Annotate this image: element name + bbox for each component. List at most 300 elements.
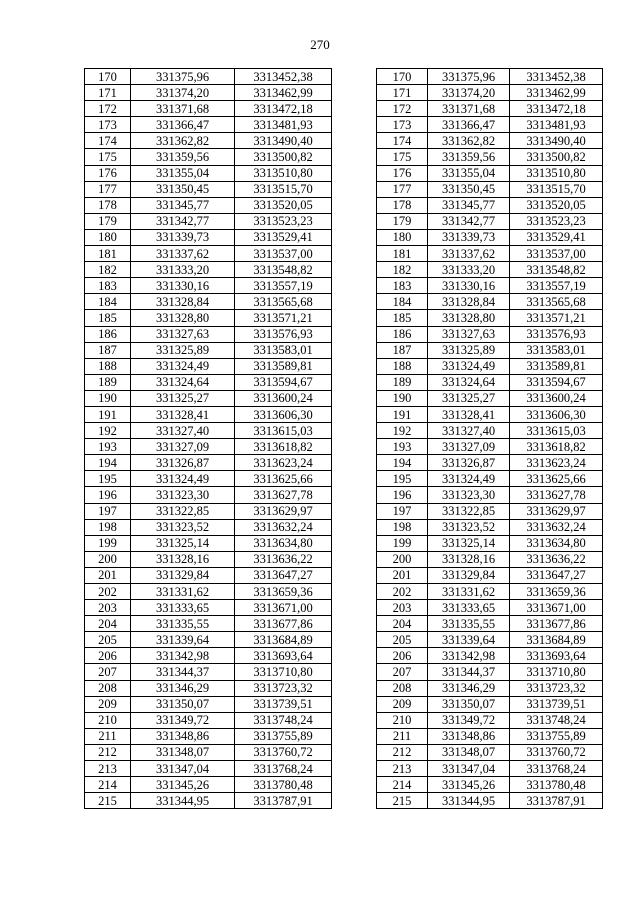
table-row [377, 777, 603, 793]
x-coordinate-cell: 331342,77 [131, 213, 235, 229]
point-number-cell: 183 [85, 278, 131, 294]
y-coordinate-cell: 3313565,68 [235, 294, 332, 310]
table-row [377, 213, 603, 229]
point-number-cell: 215 [377, 793, 428, 809]
point-number-cell: 215 [85, 793, 131, 809]
x-coordinate-cell: 331374,20 [131, 85, 235, 101]
point-number-cell: 175 [377, 149, 428, 165]
point-number-cell: 203 [85, 600, 131, 616]
point-number-cell: 209 [377, 696, 428, 712]
x-coordinate-cell: 331324,49 [428, 471, 510, 487]
table-row [85, 632, 332, 648]
table-row [85, 69, 332, 85]
point-number-cell: 198 [85, 519, 131, 535]
x-coordinate-cell: 331339,64 [428, 632, 510, 648]
x-coordinate-cell: 331333,20 [428, 262, 510, 278]
x-coordinate-cell: 331326,87 [131, 455, 235, 471]
table-row [377, 744, 603, 760]
x-coordinate-cell: 331325,14 [428, 535, 510, 551]
point-number-cell: 172 [377, 101, 428, 117]
table-row [377, 278, 603, 294]
x-coordinate-cell: 331347,04 [428, 761, 510, 777]
y-coordinate-cell: 3313515,70 [510, 181, 603, 197]
point-number-cell: 176 [377, 165, 428, 181]
point-number-cell: 202 [85, 584, 131, 600]
y-coordinate-cell: 3313632,24 [510, 519, 603, 535]
x-coordinate-cell: 331350,07 [131, 696, 235, 712]
page-number: 270 [310, 37, 330, 52]
x-coordinate-cell: 331327,09 [131, 439, 235, 455]
y-coordinate-cell: 3313529,41 [235, 229, 332, 245]
table-row [377, 793, 603, 809]
table-row [377, 181, 603, 197]
y-coordinate-cell: 3313755,89 [510, 728, 603, 744]
point-number-cell: 214 [377, 777, 428, 793]
y-coordinate-cell: 3313606,30 [235, 406, 332, 422]
x-coordinate-cell: 331346,29 [131, 680, 235, 696]
x-coordinate-cell: 331346,29 [428, 680, 510, 696]
table-row [377, 406, 603, 422]
table-row [377, 197, 603, 213]
y-coordinate-cell: 3313659,36 [510, 584, 603, 600]
y-coordinate-cell: 3313529,41 [510, 229, 603, 245]
y-coordinate-cell: 3313618,82 [510, 439, 603, 455]
table-row [377, 503, 603, 519]
table-row [377, 294, 603, 310]
y-coordinate-cell: 3313710,80 [235, 664, 332, 680]
y-coordinate-cell: 3313600,24 [510, 390, 603, 406]
x-coordinate-cell: 331327,40 [131, 423, 235, 439]
point-number-cell: 184 [377, 294, 428, 310]
point-number-cell: 174 [85, 133, 131, 149]
coordinates-table-left [84, 68, 332, 809]
table-row [85, 181, 332, 197]
y-coordinate-cell: 3313629,97 [235, 503, 332, 519]
y-coordinate-cell: 3313594,67 [510, 374, 603, 390]
point-number-cell: 173 [377, 117, 428, 133]
table-row [377, 648, 603, 664]
y-coordinate-cell: 3313500,82 [235, 149, 332, 165]
coordinates-table-right [376, 68, 603, 809]
x-coordinate-cell: 331344,37 [131, 664, 235, 680]
y-coordinate-cell: 3313623,24 [235, 455, 332, 471]
table-row [377, 133, 603, 149]
y-coordinate-cell: 3313452,38 [510, 69, 603, 85]
y-coordinate-cell: 3313787,91 [235, 793, 332, 809]
y-coordinate-cell: 3313615,03 [235, 423, 332, 439]
y-coordinate-cell: 3313647,27 [235, 567, 332, 583]
table-row [85, 712, 332, 728]
point-number-cell: 178 [377, 197, 428, 213]
y-coordinate-cell: 3313748,24 [235, 712, 332, 728]
point-number-cell: 193 [377, 439, 428, 455]
point-number-cell: 197 [85, 503, 131, 519]
y-coordinate-cell: 3313625,66 [510, 471, 603, 487]
table-row [377, 584, 603, 600]
x-coordinate-cell: 331329,84 [428, 567, 510, 583]
table-row [377, 229, 603, 245]
table-row [85, 744, 332, 760]
x-coordinate-cell: 331324,64 [428, 374, 510, 390]
point-number-cell: 195 [85, 471, 131, 487]
table-row [377, 262, 603, 278]
table-row [85, 374, 332, 390]
y-coordinate-cell: 3313677,86 [510, 616, 603, 632]
x-coordinate-cell: 331374,20 [428, 85, 510, 101]
y-coordinate-cell: 3313462,99 [235, 85, 332, 101]
point-number-cell: 192 [377, 423, 428, 439]
x-coordinate-cell: 331350,45 [428, 181, 510, 197]
y-coordinate-cell: 3313606,30 [510, 406, 603, 422]
x-coordinate-cell: 331322,85 [428, 503, 510, 519]
table-row [377, 117, 603, 133]
point-number-cell: 183 [377, 278, 428, 294]
point-number-cell: 196 [377, 487, 428, 503]
x-coordinate-cell: 331339,73 [131, 229, 235, 245]
y-coordinate-cell: 3313634,80 [235, 535, 332, 551]
y-coordinate-cell: 3313723,32 [235, 680, 332, 696]
x-coordinate-cell: 331359,56 [131, 149, 235, 165]
y-coordinate-cell: 3313452,38 [235, 69, 332, 85]
point-number-cell: 203 [377, 600, 428, 616]
table-row [377, 165, 603, 181]
x-coordinate-cell: 331325,89 [428, 342, 510, 358]
y-coordinate-cell: 3313565,68 [510, 294, 603, 310]
point-number-cell: 186 [85, 326, 131, 342]
y-coordinate-cell: 3313710,80 [510, 664, 603, 680]
x-coordinate-cell: 331328,41 [131, 406, 235, 422]
x-coordinate-cell: 331328,41 [428, 406, 510, 422]
x-coordinate-cell: 331342,77 [428, 213, 510, 229]
point-number-cell: 186 [377, 326, 428, 342]
point-number-cell: 206 [377, 648, 428, 664]
table-row [85, 133, 332, 149]
table-row [377, 455, 603, 471]
point-number-cell: 201 [85, 567, 131, 583]
point-number-cell: 170 [85, 69, 131, 85]
point-number-cell: 180 [85, 229, 131, 245]
table-row [377, 471, 603, 487]
y-coordinate-cell: 3313632,24 [235, 519, 332, 535]
x-coordinate-cell: 331342,98 [428, 648, 510, 664]
x-coordinate-cell: 331344,37 [428, 664, 510, 680]
y-coordinate-cell: 3313627,78 [235, 487, 332, 503]
x-coordinate-cell: 331342,98 [131, 648, 235, 664]
y-coordinate-cell: 3313520,05 [235, 197, 332, 213]
point-number-cell: 191 [85, 406, 131, 422]
x-coordinate-cell: 331339,64 [131, 632, 235, 648]
y-coordinate-cell: 3313537,00 [235, 246, 332, 262]
table-row [377, 310, 603, 326]
x-coordinate-cell: 331325,27 [131, 390, 235, 406]
table-row [85, 519, 332, 535]
x-coordinate-cell: 331333,65 [428, 600, 510, 616]
point-number-cell: 182 [377, 262, 428, 278]
table-row [377, 616, 603, 632]
y-coordinate-cell: 3313571,21 [510, 310, 603, 326]
x-coordinate-cell: 331366,47 [131, 117, 235, 133]
point-number-cell: 176 [85, 165, 131, 181]
table-row [85, 406, 332, 422]
table-row [377, 390, 603, 406]
x-coordinate-cell: 331327,63 [428, 326, 510, 342]
point-number-cell: 187 [377, 342, 428, 358]
x-coordinate-cell: 331328,84 [131, 294, 235, 310]
y-coordinate-cell: 3313520,05 [510, 197, 603, 213]
x-coordinate-cell: 331328,80 [428, 310, 510, 326]
table-row [377, 664, 603, 680]
y-coordinate-cell: 3313472,18 [235, 101, 332, 117]
x-coordinate-cell: 331348,86 [428, 728, 510, 744]
table-row [377, 680, 603, 696]
x-coordinate-cell: 331328,84 [428, 294, 510, 310]
x-coordinate-cell: 331325,27 [428, 390, 510, 406]
x-coordinate-cell: 331335,55 [131, 616, 235, 632]
y-coordinate-cell: 3313571,21 [235, 310, 332, 326]
x-coordinate-cell: 331337,62 [428, 246, 510, 262]
point-number-cell: 171 [377, 85, 428, 101]
table-row [377, 439, 603, 455]
table-row [85, 358, 332, 374]
x-coordinate-cell: 331330,16 [131, 278, 235, 294]
point-number-cell: 189 [85, 374, 131, 390]
table-row [85, 262, 332, 278]
y-coordinate-cell: 3313510,80 [235, 165, 332, 181]
y-coordinate-cell: 3313760,72 [235, 744, 332, 760]
table-row [85, 761, 332, 777]
point-number-cell: 184 [85, 294, 131, 310]
table-row [85, 471, 332, 487]
y-coordinate-cell: 3313629,97 [510, 503, 603, 519]
y-coordinate-cell: 3313589,81 [235, 358, 332, 374]
y-coordinate-cell: 3313748,24 [510, 712, 603, 728]
x-coordinate-cell: 331345,26 [131, 777, 235, 793]
point-number-cell: 212 [377, 744, 428, 760]
y-coordinate-cell: 3313481,93 [235, 117, 332, 133]
point-number-cell: 179 [85, 213, 131, 229]
point-number-cell: 185 [85, 310, 131, 326]
point-number-cell: 187 [85, 342, 131, 358]
table-row [85, 294, 332, 310]
y-coordinate-cell: 3313739,51 [235, 696, 332, 712]
point-number-cell: 214 [85, 777, 131, 793]
point-number-cell: 198 [377, 519, 428, 535]
table-row [85, 246, 332, 262]
x-coordinate-cell: 331339,73 [428, 229, 510, 245]
y-coordinate-cell: 3313636,22 [510, 551, 603, 567]
table-row [85, 584, 332, 600]
x-coordinate-cell: 331362,82 [428, 133, 510, 149]
table-row [377, 535, 603, 551]
point-number-cell: 177 [85, 181, 131, 197]
x-coordinate-cell: 331328,16 [131, 551, 235, 567]
y-coordinate-cell: 3313627,78 [510, 487, 603, 503]
point-number-cell: 181 [85, 246, 131, 262]
point-number-cell: 207 [85, 664, 131, 680]
x-coordinate-cell: 331348,07 [428, 744, 510, 760]
point-number-cell: 213 [85, 761, 131, 777]
y-coordinate-cell: 3313615,03 [510, 423, 603, 439]
x-coordinate-cell: 331331,62 [428, 584, 510, 600]
x-coordinate-cell: 331348,86 [131, 728, 235, 744]
x-coordinate-cell: 331323,30 [131, 487, 235, 503]
point-number-cell: 204 [377, 616, 428, 632]
point-number-cell: 211 [377, 728, 428, 744]
y-coordinate-cell: 3313623,24 [510, 455, 603, 471]
table-row [85, 680, 332, 696]
y-coordinate-cell: 3313523,23 [235, 213, 332, 229]
table-row [377, 696, 603, 712]
x-coordinate-cell: 331324,49 [131, 358, 235, 374]
table-row [85, 149, 332, 165]
table-row [85, 648, 332, 664]
y-coordinate-cell: 3313684,89 [510, 632, 603, 648]
point-number-cell: 201 [377, 567, 428, 583]
point-number-cell: 199 [377, 535, 428, 551]
table-row [85, 777, 332, 793]
table-row [377, 423, 603, 439]
x-coordinate-cell: 331355,04 [131, 165, 235, 181]
point-number-cell: 204 [85, 616, 131, 632]
x-coordinate-cell: 331324,49 [428, 358, 510, 374]
y-coordinate-cell: 3313780,48 [235, 777, 332, 793]
table-row [377, 374, 603, 390]
x-coordinate-cell: 331349,72 [131, 712, 235, 728]
point-number-cell: 197 [377, 503, 428, 519]
table-row [85, 616, 332, 632]
table-row [85, 455, 332, 471]
x-coordinate-cell: 331345,77 [131, 197, 235, 213]
table-row [85, 117, 332, 133]
table-row [85, 535, 332, 551]
point-number-cell: 181 [377, 246, 428, 262]
point-number-cell: 200 [377, 551, 428, 567]
y-coordinate-cell: 3313583,01 [510, 342, 603, 358]
y-coordinate-cell: 3313636,22 [235, 551, 332, 567]
point-number-cell: 200 [85, 551, 131, 567]
y-coordinate-cell: 3313600,24 [235, 390, 332, 406]
x-coordinate-cell: 331347,04 [131, 761, 235, 777]
y-coordinate-cell: 3313510,80 [510, 165, 603, 181]
point-number-cell: 190 [85, 390, 131, 406]
x-coordinate-cell: 331333,20 [131, 262, 235, 278]
y-coordinate-cell: 3313693,64 [235, 648, 332, 664]
y-coordinate-cell: 3313490,40 [510, 133, 603, 149]
x-coordinate-cell: 331323,52 [131, 519, 235, 535]
y-coordinate-cell: 3313723,32 [510, 680, 603, 696]
point-number-cell: 210 [377, 712, 428, 728]
point-number-cell: 212 [85, 744, 131, 760]
x-coordinate-cell: 331323,30 [428, 487, 510, 503]
x-coordinate-cell: 331362,82 [131, 133, 235, 149]
point-number-cell: 178 [85, 197, 131, 213]
point-number-cell: 191 [377, 406, 428, 422]
x-coordinate-cell: 331325,89 [131, 342, 235, 358]
table-row [377, 69, 603, 85]
x-coordinate-cell: 331375,96 [428, 69, 510, 85]
point-number-cell: 171 [85, 85, 131, 101]
y-coordinate-cell: 3313739,51 [510, 696, 603, 712]
x-coordinate-cell: 331328,16 [428, 551, 510, 567]
table-row [85, 165, 332, 181]
table-row [85, 85, 332, 101]
table-row [377, 487, 603, 503]
table-row [85, 664, 332, 680]
x-coordinate-cell: 331324,49 [131, 471, 235, 487]
table-row [377, 519, 603, 535]
table-row [377, 600, 603, 616]
table-row [85, 551, 332, 567]
y-coordinate-cell: 3313548,82 [510, 262, 603, 278]
point-number-cell: 207 [377, 664, 428, 680]
point-number-cell: 188 [377, 358, 428, 374]
x-coordinate-cell: 331349,72 [428, 712, 510, 728]
x-coordinate-cell: 331344,95 [131, 793, 235, 809]
x-coordinate-cell: 331355,04 [428, 165, 510, 181]
x-coordinate-cell: 331350,45 [131, 181, 235, 197]
x-coordinate-cell: 331323,52 [428, 519, 510, 535]
x-coordinate-cell: 331331,62 [131, 584, 235, 600]
table-row [377, 342, 603, 358]
table-row [377, 85, 603, 101]
table-row [377, 567, 603, 583]
y-coordinate-cell: 3313693,64 [510, 648, 603, 664]
y-coordinate-cell: 3313576,93 [235, 326, 332, 342]
table-row [377, 101, 603, 117]
table-row [377, 246, 603, 262]
table-row [377, 358, 603, 374]
x-coordinate-cell: 331325,14 [131, 535, 235, 551]
x-coordinate-cell: 331345,77 [428, 197, 510, 213]
point-number-cell: 199 [85, 535, 131, 551]
y-coordinate-cell: 3313768,24 [235, 761, 332, 777]
table-row [85, 600, 332, 616]
x-coordinate-cell: 331366,47 [428, 117, 510, 133]
point-number-cell: 174 [377, 133, 428, 149]
x-coordinate-cell: 331327,09 [428, 439, 510, 455]
table-row [85, 326, 332, 342]
table-row [377, 712, 603, 728]
y-coordinate-cell: 3313780,48 [510, 777, 603, 793]
y-coordinate-cell: 3313625,66 [235, 471, 332, 487]
point-number-cell: 194 [377, 455, 428, 471]
y-coordinate-cell: 3313677,86 [235, 616, 332, 632]
y-coordinate-cell: 3313515,70 [235, 181, 332, 197]
y-coordinate-cell: 3313760,72 [510, 744, 603, 760]
point-number-cell: 193 [85, 439, 131, 455]
y-coordinate-cell: 3313472,18 [510, 101, 603, 117]
point-number-cell: 182 [85, 262, 131, 278]
y-coordinate-cell: 3313634,80 [510, 535, 603, 551]
x-coordinate-cell: 331371,68 [131, 101, 235, 117]
y-coordinate-cell: 3313647,27 [510, 567, 603, 583]
table-row [85, 487, 332, 503]
point-number-cell: 194 [85, 455, 131, 471]
point-number-cell: 213 [377, 761, 428, 777]
y-coordinate-cell: 3313684,89 [235, 632, 332, 648]
x-coordinate-cell: 331327,40 [428, 423, 510, 439]
x-coordinate-cell: 331348,07 [131, 744, 235, 760]
point-number-cell: 195 [377, 471, 428, 487]
point-number-cell: 208 [85, 680, 131, 696]
table-row [85, 793, 332, 809]
x-coordinate-cell: 331337,62 [131, 246, 235, 262]
point-number-cell: 177 [377, 181, 428, 197]
x-coordinate-cell: 331344,95 [428, 793, 510, 809]
point-number-cell: 185 [377, 310, 428, 326]
x-coordinate-cell: 331333,65 [131, 600, 235, 616]
x-coordinate-cell: 331371,68 [428, 101, 510, 117]
